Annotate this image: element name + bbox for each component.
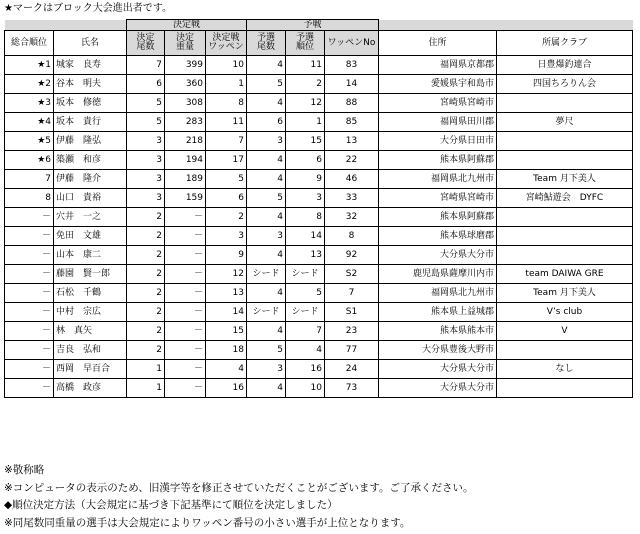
cell-final-count: 3 — [127, 170, 165, 189]
cell-wappen-no: 88 — [325, 94, 379, 113]
cell-final-weight: － — [165, 265, 206, 284]
cell-final-wappen: 17 — [206, 151, 247, 170]
cell-final-weight: － — [165, 208, 206, 227]
cell-prelim-rank: 1 — [286, 113, 325, 132]
table-row — [5, 170, 633, 189]
header-prelim-rank-line1: 予選 — [295, 33, 314, 43]
cell-prelim-rank: 13 — [286, 246, 325, 265]
cell-wappen-no: 33 — [325, 189, 379, 208]
cell-club: なし — [497, 360, 633, 379]
cell-address: 大分県大分市 — [379, 360, 497, 379]
cell-name: 坂本 貴行 — [54, 113, 127, 132]
cell-final-wappen: 7 — [206, 132, 247, 151]
cell-wappen-no: 92 — [325, 246, 379, 265]
cell-final-wappen: 11 — [206, 113, 247, 132]
header-address: 住所 — [379, 31, 497, 56]
cell-club — [497, 379, 633, 398]
cell-club: V — [497, 322, 633, 341]
cell-final-count: 1 — [127, 379, 165, 398]
table-row — [5, 227, 633, 246]
cell-final-weight: 159 — [165, 189, 206, 208]
top-note: ★マークはブロック大会進出者です。 — [4, 3, 172, 14]
cell-rank: － — [5, 208, 54, 227]
cell-prelim-count: 6 — [247, 113, 286, 132]
table-row — [5, 284, 633, 303]
cell-prelim-rank: 4 — [286, 341, 325, 360]
cell-name: 西岡 早百合 — [54, 360, 127, 379]
cell-final-wappen: 10 — [206, 56, 247, 75]
cell-prelim-count: 3 — [247, 360, 286, 379]
cell-prelim-rank: 11 — [286, 56, 325, 75]
cell-final-count: 3 — [127, 151, 165, 170]
cell-prelim-count: 3 — [247, 132, 286, 151]
cell-address: 熊本県熊本市 — [379, 322, 497, 341]
cell-prelim-count: シード — [247, 303, 286, 322]
cell-final-weight: － — [165, 227, 206, 246]
cell-final-count: 7 — [127, 56, 165, 75]
table-row — [5, 341, 633, 360]
cell-club: V’s club — [497, 303, 633, 322]
results-body — [5, 56, 633, 398]
cell-rank: － — [5, 360, 54, 379]
cell-club — [497, 227, 633, 246]
cell-wappen-no: 24 — [325, 360, 379, 379]
cell-rank: － — [5, 322, 54, 341]
cell-name: 林 真矢 — [54, 322, 127, 341]
cell-address: 大分県大分市 — [379, 246, 497, 265]
cell-final-weight: － — [165, 379, 206, 398]
cell-club: team DAIWA GRE — [497, 265, 633, 284]
cell-name: 石松 千鶴 — [54, 284, 127, 303]
cell-final-weight: － — [165, 341, 206, 360]
cell-club — [497, 246, 633, 265]
cell-final-count: 2 — [127, 341, 165, 360]
cell-club — [497, 341, 633, 360]
cell-rank: － — [5, 303, 54, 322]
cell-name: 坂本 修徳 — [54, 94, 127, 113]
cell-final-count: 2 — [127, 284, 165, 303]
cell-final-weight: 218 — [165, 132, 206, 151]
cell-rank: 7 — [5, 170, 54, 189]
header-prelim-count — [247, 31, 286, 56]
cell-name: 山本 康二 — [54, 246, 127, 265]
cell-final-wappen: 16 — [206, 379, 247, 398]
cell-final-wappen: 4 — [206, 360, 247, 379]
note-honorifics: ※敬称略 — [4, 464, 45, 476]
cell-club: Team 月下美人 — [497, 284, 633, 303]
cell-final-count: 2 — [127, 208, 165, 227]
cell-name: 伊藤 隆介 — [54, 170, 127, 189]
cell-wappen-no: 32 — [325, 208, 379, 227]
cell-prelim-count: 4 — [247, 284, 286, 303]
table-row — [5, 56, 633, 75]
table-row — [5, 379, 633, 398]
cell-name: 谷本 明夫 — [54, 75, 127, 94]
cell-prelim-count: 4 — [247, 208, 286, 227]
cell-name: 穴井 一之 — [54, 208, 127, 227]
cell-address: 大分県日田市 — [379, 132, 497, 151]
cell-wappen-no: 77 — [325, 341, 379, 360]
cell-final-count: 3 — [127, 189, 165, 208]
header-final-count-line1: 決定 — [136, 33, 155, 43]
notes — [4, 462, 474, 532]
cell-prelim-rank: 10 — [286, 379, 325, 398]
header-prelim-count-line2: 尾数 — [256, 42, 275, 52]
cell-club: 夢尺 — [497, 113, 633, 132]
cell-address: 熊本県上益城郡 — [379, 303, 497, 322]
table-row — [5, 360, 633, 379]
cell-address: 愛媛県宇和島市 — [379, 75, 497, 94]
cell-final-weight: 194 — [165, 151, 206, 170]
cell-address: 福岡県京都郡 — [379, 56, 497, 75]
cell-final-wappen: 1 — [206, 75, 247, 94]
cell-final-count: 2 — [127, 322, 165, 341]
table-row — [5, 208, 633, 227]
header-final-wappen-line2: ワッペン — [208, 42, 244, 52]
cell-final-count: 2 — [127, 246, 165, 265]
cell-final-count: 5 — [127, 113, 165, 132]
cell-club: 日豊爆釣連合 — [497, 56, 633, 75]
table-row — [5, 246, 633, 265]
cell-final-count: 6 — [127, 75, 165, 94]
note-ranking-method: ◆順位決定方法（大会規定に基づき下記基準にて順位を決定しました） — [4, 499, 338, 511]
cell-address: 福岡県田川郡 — [379, 113, 497, 132]
cell-prelim-rank: 8 — [286, 208, 325, 227]
cell-address: 宮崎県宮崎市 — [379, 94, 497, 113]
cell-final-wappen: 5 — [206, 170, 247, 189]
cell-name: 中村 宗広 — [54, 303, 127, 322]
cell-final-count: 2 — [127, 265, 165, 284]
cell-final-count: 2 — [127, 227, 165, 246]
cell-final-weight: － — [165, 322, 206, 341]
cell-rank: － — [5, 246, 54, 265]
cell-wappen-no: 23 — [325, 322, 379, 341]
cell-address: 大分県豊後大野市 — [379, 341, 497, 360]
header-prelim-count-line1: 予選 — [256, 33, 275, 43]
cell-prelim-count: 4 — [247, 56, 286, 75]
cell-final-weight: － — [165, 284, 206, 303]
header-wappen-no: ワッペンNo — [325, 31, 379, 56]
header-spacer — [379, 20, 497, 31]
cell-wappen-no: 46 — [325, 170, 379, 189]
cell-final-weight: 360 — [165, 75, 206, 94]
cell-final-wappen: 8 — [206, 94, 247, 113]
cell-prelim-rank: 9 — [286, 170, 325, 189]
cell-club: 宮崎鮎遊会 DYFC — [497, 189, 633, 208]
cell-wappen-no: 73 — [325, 379, 379, 398]
cell-club: Team 月下美人 — [497, 170, 633, 189]
table-row — [5, 322, 633, 341]
cell-final-count: 2 — [127, 303, 165, 322]
header-final-weight — [165, 31, 206, 56]
cell-final-wappen: 18 — [206, 341, 247, 360]
note-kanji: ※コンピュータの表示のため、旧漢字等を修正させていただくことがございます。ご了承ください。 — [4, 481, 474, 494]
cell-final-wappen: 9 — [206, 246, 247, 265]
cell-rank: － — [5, 265, 54, 284]
cell-rank: － — [5, 341, 54, 360]
cell-address: 大分県大分市 — [379, 379, 497, 398]
header-prelim-rank — [286, 31, 325, 56]
header-name: 氏名 — [54, 31, 127, 56]
table-row — [5, 151, 633, 170]
cell-rank: ★3 — [5, 94, 54, 113]
cell-final-wappen: 3 — [206, 227, 247, 246]
cell-final-weight: 283 — [165, 113, 206, 132]
cell-rank: ★5 — [5, 132, 54, 151]
cell-prelim-rank: 15 — [286, 132, 325, 151]
table-row — [5, 132, 633, 151]
header-final-count-line2: 尾数 — [136, 42, 155, 52]
cell-name: 城家 良寿 — [54, 56, 127, 75]
cell-address: 鹿児島県薩摩川内市 — [379, 265, 497, 284]
cell-final-wappen: 14 — [206, 303, 247, 322]
cell-prelim-rank: 3 — [286, 189, 325, 208]
cell-final-weight: － — [165, 360, 206, 379]
header-final-weight-line1: 決定 — [175, 33, 194, 43]
cell-name: 築瀬 和彦 — [54, 151, 127, 170]
cell-name: 山口 貴裕 — [54, 189, 127, 208]
header-spacer — [5, 20, 54, 31]
cell-prelim-rank: 14 — [286, 227, 325, 246]
cell-prelim-rank: 16 — [286, 360, 325, 379]
header-group-prelim: 予戦 — [247, 20, 379, 31]
cell-prelim-count: シード — [247, 265, 286, 284]
cell-club — [497, 208, 633, 227]
cell-prelim-count: 4 — [247, 94, 286, 113]
cell-wappen-no: 22 — [325, 151, 379, 170]
cell-prelim-count: 4 — [247, 170, 286, 189]
cell-final-weight: 189 — [165, 170, 206, 189]
cell-rank: ★4 — [5, 113, 54, 132]
cell-final-wappen: 12 — [206, 265, 247, 284]
cell-prelim-rank: 12 — [286, 94, 325, 113]
header-final-wappen-line1: 決定戦 — [212, 33, 240, 43]
cell-club — [497, 94, 633, 113]
cell-address: 熊本県球磨郡 — [379, 227, 497, 246]
cell-club: 四国ちろりん会 — [497, 75, 633, 94]
cell-prelim-rank: シード — [286, 303, 325, 322]
cell-wappen-no: 85 — [325, 113, 379, 132]
cell-address: 福岡県北九州市 — [379, 284, 497, 303]
cell-wappen-no: 8 — [325, 227, 379, 246]
table-row — [5, 265, 633, 284]
table-row — [5, 189, 633, 208]
cell-final-weight: － — [165, 303, 206, 322]
cell-prelim-rank: 2 — [286, 75, 325, 94]
cell-wappen-no: S2 — [325, 265, 379, 284]
header-prelim-rank-line2: 順位 — [295, 42, 314, 52]
cell-final-count: 1 — [127, 360, 165, 379]
header-spacer — [497, 20, 633, 31]
cell-prelim-count: 5 — [247, 341, 286, 360]
cell-address: 熊本県阿蘇郡 — [379, 208, 497, 227]
note-tiebreak: ※同尾数同重量の選手は大会規定によりワッペン番号の小さい選手が上位となります。 — [4, 516, 411, 529]
cell-prelim-rank: 6 — [286, 151, 325, 170]
cell-rank: － — [5, 379, 54, 398]
cell-final-wappen: 2 — [206, 208, 247, 227]
header-final-count — [127, 31, 165, 56]
cell-name: 高橋 政彦 — [54, 379, 127, 398]
cell-final-count: 3 — [127, 132, 165, 151]
cell-name: 吉良 弘和 — [54, 341, 127, 360]
cell-prelim-count: 3 — [247, 227, 286, 246]
cell-wappen-no: 7 — [325, 284, 379, 303]
table-row — [5, 303, 633, 322]
results-table — [4, 19, 633, 398]
cell-prelim-count: 4 — [247, 322, 286, 341]
cell-rank: ★1 — [5, 56, 54, 75]
cell-prelim-count: 5 — [247, 189, 286, 208]
cell-final-count: 5 — [127, 94, 165, 113]
cell-final-weight: 308 — [165, 94, 206, 113]
cell-final-weight: － — [165, 246, 206, 265]
table-row — [5, 75, 633, 94]
table-row — [5, 113, 633, 132]
cell-club — [497, 151, 633, 170]
cell-club — [497, 132, 633, 151]
header-final-wappen — [206, 31, 247, 56]
cell-final-wappen: 15 — [206, 322, 247, 341]
header-club: 所属クラブ — [497, 31, 633, 56]
table-row — [5, 94, 633, 113]
cell-prelim-count: 5 — [247, 75, 286, 94]
cell-prelim-rank: シード — [286, 265, 325, 284]
cell-wappen-no: S1 — [325, 303, 379, 322]
cell-name: 伊藤 隆弘 — [54, 132, 127, 151]
cell-address: 福岡県北九州市 — [379, 170, 497, 189]
cell-rank: ★6 — [5, 151, 54, 170]
cell-address: 宮崎県宮崎市 — [379, 189, 497, 208]
header-rank: 総合順位 — [5, 31, 54, 56]
cell-wappen-no: 14 — [325, 75, 379, 94]
cell-prelim-rank: 7 — [286, 322, 325, 341]
header-final-weight-line2: 重量 — [175, 42, 194, 52]
cell-wappen-no: 13 — [325, 132, 379, 151]
cell-prelim-count: 4 — [247, 379, 286, 398]
header-spacer — [54, 20, 127, 31]
cell-rank: － — [5, 227, 54, 246]
cell-final-wappen: 13 — [206, 284, 247, 303]
cell-rank: 8 — [5, 189, 54, 208]
cell-rank: ★2 — [5, 75, 54, 94]
cell-rank: － — [5, 284, 54, 303]
cell-prelim-count: 4 — [247, 151, 286, 170]
cell-prelim-count: 4 — [247, 246, 286, 265]
cell-prelim-rank: 5 — [286, 284, 325, 303]
cell-name: 免田 文雄 — [54, 227, 127, 246]
cell-name: 藤園 賢一郎 — [54, 265, 127, 284]
header-group-final: 決定戦 — [127, 20, 247, 31]
cell-address: 熊本県阿蘇郡 — [379, 151, 497, 170]
cell-final-weight: 399 — [165, 56, 206, 75]
cell-final-wappen: 6 — [206, 189, 247, 208]
cell-wappen-no: 83 — [325, 56, 379, 75]
